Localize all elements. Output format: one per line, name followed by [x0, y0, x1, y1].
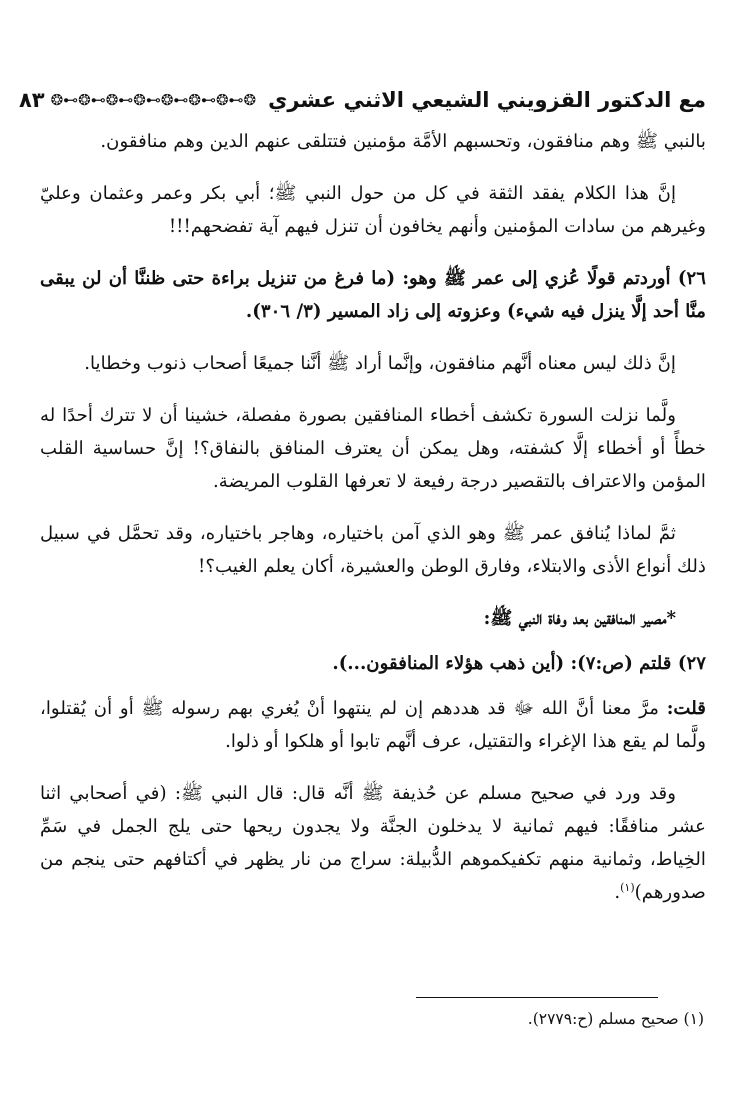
running-header	[18, 82, 706, 118]
footnote-reference: (١)	[620, 880, 635, 894]
item-number: ٢٦)	[677, 268, 706, 289]
body-text	[40, 125, 706, 928]
footnote: (١) صحيح مسلم (ح:٢٧٧٩).	[527, 1010, 704, 1028]
paragraph: إنَّ ذلك ليس معناه أنَّهم منافقون، وإنَّما أراد ﷺ أنَّنا جميعًا أصحاب ذنوب وخطايا.	[84, 353, 676, 374]
paragraph	[40, 777, 706, 909]
item-text: قلتم (ص:٧): (أين ذهب هؤلاء المنافقون...).	[332, 653, 672, 674]
paragraph	[40, 692, 706, 758]
paragraph-end: .	[614, 882, 621, 903]
paragraph: إنَّ هذا الكلام يفقد الثقة في كل من حول النبي ﷺ؛ أبي بكر وعمر وعثمان وعليّ وغيرهم من سادات المؤمنين وأنهم يخافون أن تنزل فيهم آية تفضحهم!!!	[40, 183, 706, 237]
footnote-divider	[416, 997, 658, 998]
paragraph-text: وقد ورد في صحيح مسلم عن حُذيفة ﷺ أنَّه قال: قال النبي ﷺ: (في أصحابي اثنا عشر منافقًا: فيهم ثمانية لا يدخلون الجنَّة ولا يجدون ريحها حتى يلج الجمل في سَمِّ الخِياط، وثمانية منهم تكفيكموهم الدُّبيلة: سراج من نار يظهر في أكتافهم حتى ينجم من صدورهم)	[40, 783, 706, 903]
answer-lead: قلت:	[666, 698, 706, 719]
paragraph: ثمَّ لماذا يُنافق عمر ﷺ وهو الذي آمن باختياره، وهاجر باختياره، وقد تحمَّل في سبيل ذلك أنواع الأذى والابتلاء، وفارق الوطن والعشيرة، أكان يعلم الغيب؟!	[40, 523, 706, 577]
paragraph-continuation: بالنبي ﷺ وهم منافقون، وتحسبهم الأمَّة مؤمنين فتتلقى عنهم الدين وهم منافقون.	[100, 131, 706, 152]
numbered-item-27	[40, 647, 706, 680]
numbered-item-26	[40, 262, 706, 328]
paragraph: ولَّما نزلت السورة تكشف أخطاء المنافقين بصورة مفصلة، خشينا أن لا تترك أحدًا له خطأً أو أخطاء إلَّا كشفته، وهل يمكن أن يعترف المنافق بالنفاق؟! إنَّ حساسية القلب المؤمن والاعتراف بالتقصير درجة رفيعة لا تعرفها القلوب المريضة.	[40, 405, 706, 492]
header-ornament: ❂⊷❂⊷❂⊷❂⊷❂⊷❂⊷❂⊷❂	[50, 91, 257, 109]
section-heading: *مصير المنافقين بعد وفاة النبي ﷺ:	[483, 608, 676, 629]
item-text: أوردتم قولًا عُزي إلى عمر ﷺ وهو: (ما فرغ من تنزيل براءة حتى ظننَّا أن لن يبقى منَّا أحد إلَّا ينزل فيه شيء) وعزوته إلى زاد المسير (٣/ ٣٠٦).	[40, 268, 706, 322]
page-number: ٨٣	[18, 88, 45, 112]
header-title: مع الدكتور القزويني الشيعي الاثني عشري	[268, 88, 706, 112]
item-number: ٢٧)	[677, 653, 706, 674]
answer-text: مرَّ معنا أنَّ الله ﷻ قد هددهم إن لم ينتهوا أنْ يُغري بهم رسوله ﷺ أو أن يُقتلوا، ولَّما لم يقع هذا الإغراء والتقتيل، عرف أنَّهم تابوا أو هلكوا أو ذلوا.	[40, 698, 706, 752]
